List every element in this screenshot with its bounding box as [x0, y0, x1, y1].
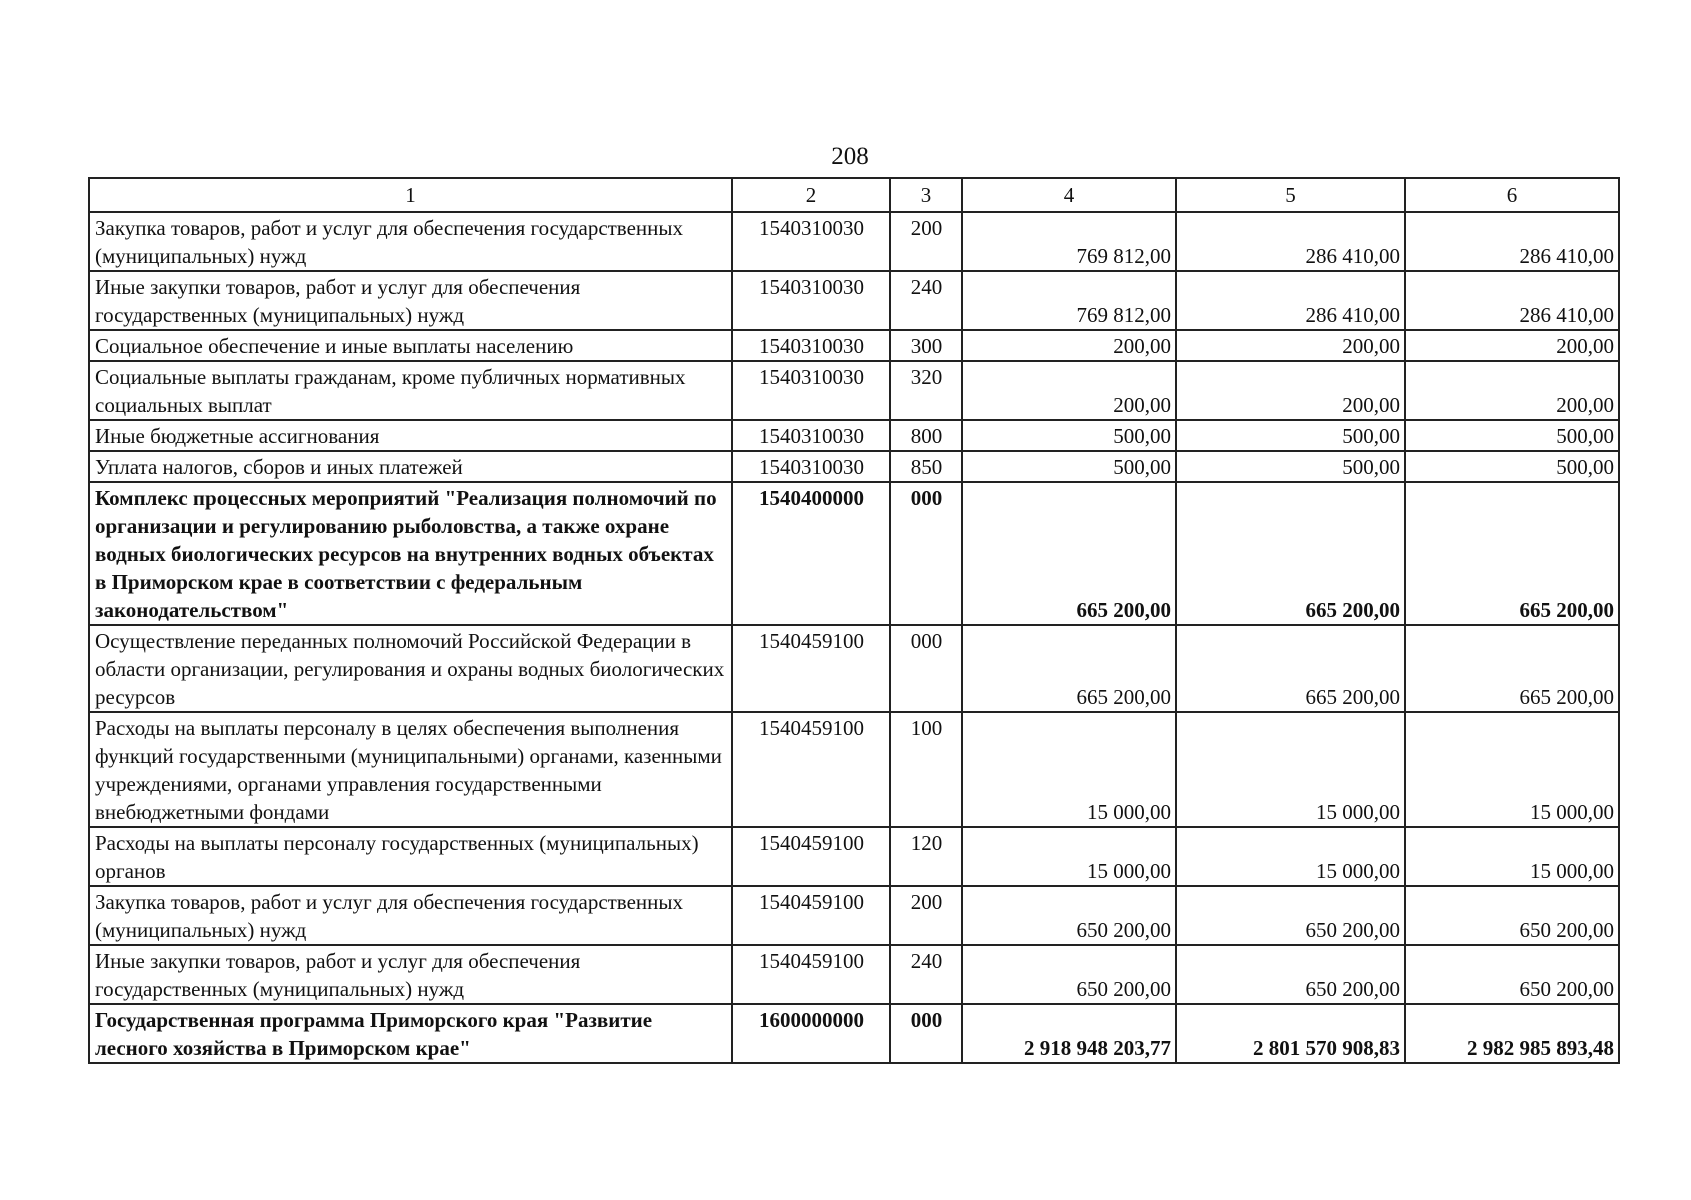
row-amount-col6: 286 410,00: [1405, 271, 1619, 330]
row-name: Закупка товаров, работ и услуг для обеспечения государственных (муниципальных) нужд: [89, 886, 732, 945]
row-name: Уплата налогов, сборов и иных платежей: [89, 451, 732, 482]
row-amount-col6: 500,00: [1405, 451, 1619, 482]
table-row: [89, 212, 1619, 271]
row-amount-col5: 500,00: [1176, 420, 1405, 451]
row-amount-col4: 665 200,00: [962, 625, 1176, 712]
row-name: Социальные выплаты гражданам, кроме публичных нормативных социальных выплат: [89, 361, 732, 420]
header-row: [89, 178, 1619, 212]
column-header: 5: [1176, 178, 1405, 212]
row-amount-col5: 2 801 570 908,83: [1176, 1004, 1405, 1063]
row-code: 1540310030: [732, 271, 890, 330]
table-row: [89, 482, 1619, 625]
row-name: Закупка товаров, работ и услуг для обеспечения государственных (муниципальных) нужд: [89, 212, 732, 271]
table-row: [89, 1004, 1619, 1063]
row-expense-type: 240: [890, 271, 962, 330]
table-row: [89, 330, 1619, 361]
row-code: 1540459100: [732, 886, 890, 945]
row-amount-col6: 2 982 985 893,48: [1405, 1004, 1619, 1063]
row-amount-col4: 200,00: [962, 330, 1176, 361]
row-amount-col5: 286 410,00: [1176, 212, 1405, 271]
row-expense-type: 120: [890, 827, 962, 886]
row-amount-col4: 500,00: [962, 451, 1176, 482]
row-amount-col6: 500,00: [1405, 420, 1619, 451]
row-amount-col4: 665 200,00: [962, 482, 1176, 625]
page-number: 208: [831, 143, 869, 170]
row-amount-col4: 650 200,00: [962, 945, 1176, 1004]
row-amount-col5: 500,00: [1176, 451, 1405, 482]
row-amount-col6: 200,00: [1405, 330, 1619, 361]
row-amount-col6: 665 200,00: [1405, 482, 1619, 625]
row-expense-type: 320: [890, 361, 962, 420]
row-expense-type: 800: [890, 420, 962, 451]
row-expense-type: 240: [890, 945, 962, 1004]
row-name: Иные бюджетные ассигнования: [89, 420, 732, 451]
row-expense-type: 850: [890, 451, 962, 482]
row-code: 1600000000: [732, 1004, 890, 1063]
row-code: 1540400000: [732, 482, 890, 625]
row-amount-col5: 200,00: [1176, 330, 1405, 361]
table-row: [89, 271, 1619, 330]
row-amount-col5: 200,00: [1176, 361, 1405, 420]
row-code: 1540459100: [732, 945, 890, 1004]
row-amount-col6: 15 000,00: [1405, 827, 1619, 886]
table-body: [89, 212, 1619, 1063]
row-amount-col5: 665 200,00: [1176, 625, 1405, 712]
table-row: [89, 712, 1619, 827]
column-header: 1: [89, 178, 732, 212]
column-header: 4: [962, 178, 1176, 212]
row-amount-col4: 500,00: [962, 420, 1176, 451]
table-row: [89, 945, 1619, 1004]
budget-table: [88, 177, 1620, 1064]
row-amount-col4: 15 000,00: [962, 827, 1176, 886]
row-amount-col6: 650 200,00: [1405, 886, 1619, 945]
table-row: [89, 420, 1619, 451]
table-row: [89, 361, 1619, 420]
row-code: 1540459100: [732, 827, 890, 886]
row-expense-type: 000: [890, 482, 962, 625]
row-amount-col6: 200,00: [1405, 361, 1619, 420]
row-name: Расходы на выплаты персоналу государственных (муниципальных) органов: [89, 827, 732, 886]
table-row: [89, 451, 1619, 482]
row-name: Расходы на выплаты персоналу в целях обеспечения выполнения функций государственными (муниципальными) органами, казенными учреждениями, органами управления государственными внебюджетными фондами: [89, 712, 732, 827]
row-expense-type: 200: [890, 212, 962, 271]
column-header: 6: [1405, 178, 1619, 212]
row-amount-col6: 15 000,00: [1405, 712, 1619, 827]
row-amount-col6: 665 200,00: [1405, 625, 1619, 712]
row-amount-col6: 286 410,00: [1405, 212, 1619, 271]
row-expense-type: 200: [890, 886, 962, 945]
table-row: [89, 886, 1619, 945]
row-expense-type: 000: [890, 1004, 962, 1063]
row-code: 1540459100: [732, 712, 890, 827]
row-name: Иные закупки товаров, работ и услуг для обеспечения государственных (муниципальных) нужд: [89, 945, 732, 1004]
row-amount-col6: 650 200,00: [1405, 945, 1619, 1004]
row-name: Социальное обеспечение и иные выплаты населению: [89, 330, 732, 361]
row-name: Иные закупки товаров, работ и услуг для обеспечения государственных (муниципальных) нужд: [89, 271, 732, 330]
row-code: 1540310030: [732, 361, 890, 420]
column-header: 3: [890, 178, 962, 212]
row-amount-col4: 2 918 948 203,77: [962, 1004, 1176, 1063]
row-amount-col5: 665 200,00: [1176, 482, 1405, 625]
table-row: [89, 827, 1619, 886]
column-header: 2: [732, 178, 890, 212]
row-name: Осуществление переданных полномочий Российской Федерации в области организации, регулирования и охраны водных биологических ресурсов: [89, 625, 732, 712]
row-amount-col4: 650 200,00: [962, 886, 1176, 945]
row-amount-col5: 15 000,00: [1176, 712, 1405, 827]
row-amount-col5: 650 200,00: [1176, 886, 1405, 945]
row-code: 1540310030: [732, 420, 890, 451]
row-amount-col4: 200,00: [962, 361, 1176, 420]
row-expense-type: 000: [890, 625, 962, 712]
row-code: 1540310030: [732, 451, 890, 482]
row-amount-col5: 15 000,00: [1176, 827, 1405, 886]
row-amount-col4: 15 000,00: [962, 712, 1176, 827]
row-expense-type: 300: [890, 330, 962, 361]
row-amount-col4: 769 812,00: [962, 271, 1176, 330]
row-code: 1540459100: [732, 625, 890, 712]
row-code: 1540310030: [732, 212, 890, 271]
row-amount-col5: 286 410,00: [1176, 271, 1405, 330]
row-name: Государственная программа Приморского края "Развитие лесного хозяйства в Приморском крае": [89, 1004, 732, 1063]
row-name: Комплекс процессных мероприятий "Реализация полномочий по организации и регулированию рыболовства, а также охране водных биологических ресурсов на внутренних водных объектах в Приморском крае в соответствии с федеральным законодательством": [89, 482, 732, 625]
row-expense-type: 100: [890, 712, 962, 827]
row-amount-col4: 769 812,00: [962, 212, 1176, 271]
row-amount-col5: 650 200,00: [1176, 945, 1405, 1004]
table-row: [89, 625, 1619, 712]
row-code: 1540310030: [732, 330, 890, 361]
